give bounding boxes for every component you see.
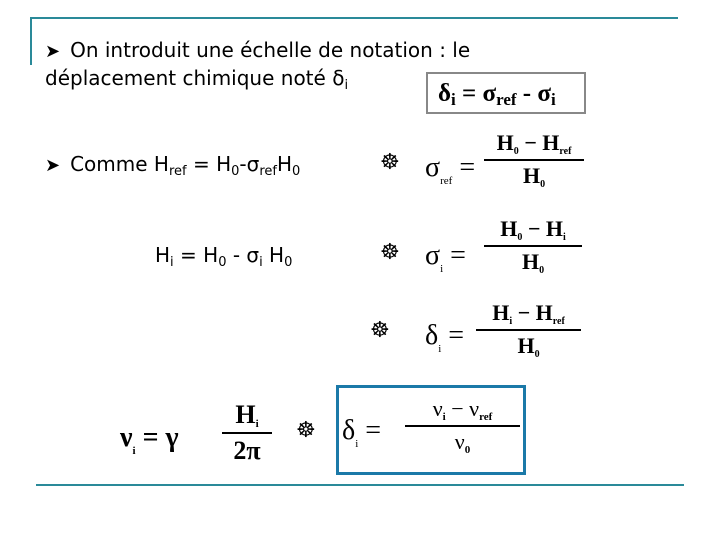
eq5-fraction: $\nu_i - \nu_{ref}$ $\nu_0$ [405, 396, 520, 456]
eq4-lhs: $\nu_i = \gamma$ [120, 422, 179, 457]
frame-top-border [30, 17, 678, 19]
frame-left-border [30, 17, 32, 65]
arrow-bullet-icon: ➤ [45, 41, 61, 62]
intro-line-2: déplacement chimique noté $\delta_i$ [45, 66, 349, 93]
wheel-symbol-icon: ☸ [296, 418, 316, 443]
intro-line-1: ➤ On introduit une échelle de notation : le [45, 38, 471, 62]
eq2-lhs: $\sigma_i$ = [425, 240, 466, 275]
hi-line: $H_i = H_0 - \sigma_i$ $H_0$ [155, 243, 293, 270]
eq1-fraction: $H_0 - H_{ref}$ $H_0$ [484, 130, 584, 190]
wheel-symbol-icon: ☸ [380, 150, 400, 175]
eq1-lhs: $\sigma_{ref}$ = [425, 152, 476, 187]
eq4-fraction: $H_i$ 2π [222, 400, 272, 466]
eq5-lhs: $\delta_i$ = [342, 415, 382, 450]
eq3-lhs: $\delta_i$ = [425, 320, 465, 355]
frame-bottom-border [36, 484, 684, 486]
wheel-symbol-icon: ☸ [380, 240, 400, 265]
delta-definition-equation: $\delta_i = \sigma_{ref} - \sigma_i$ [438, 80, 556, 109]
eq2-fraction: $H_0 - H_i$ $H_0$ [484, 216, 582, 276]
arrow-bullet-icon: ➤ [45, 155, 61, 176]
wheel-symbol-icon: ☸ [370, 318, 390, 343]
eq3-fraction: $H_i - H_{ref}$ $H_0$ [476, 300, 581, 360]
comme-line: ➤ Comme $H_{ref} = H_0-\sigma_{ref}H_0$ [45, 152, 301, 179]
